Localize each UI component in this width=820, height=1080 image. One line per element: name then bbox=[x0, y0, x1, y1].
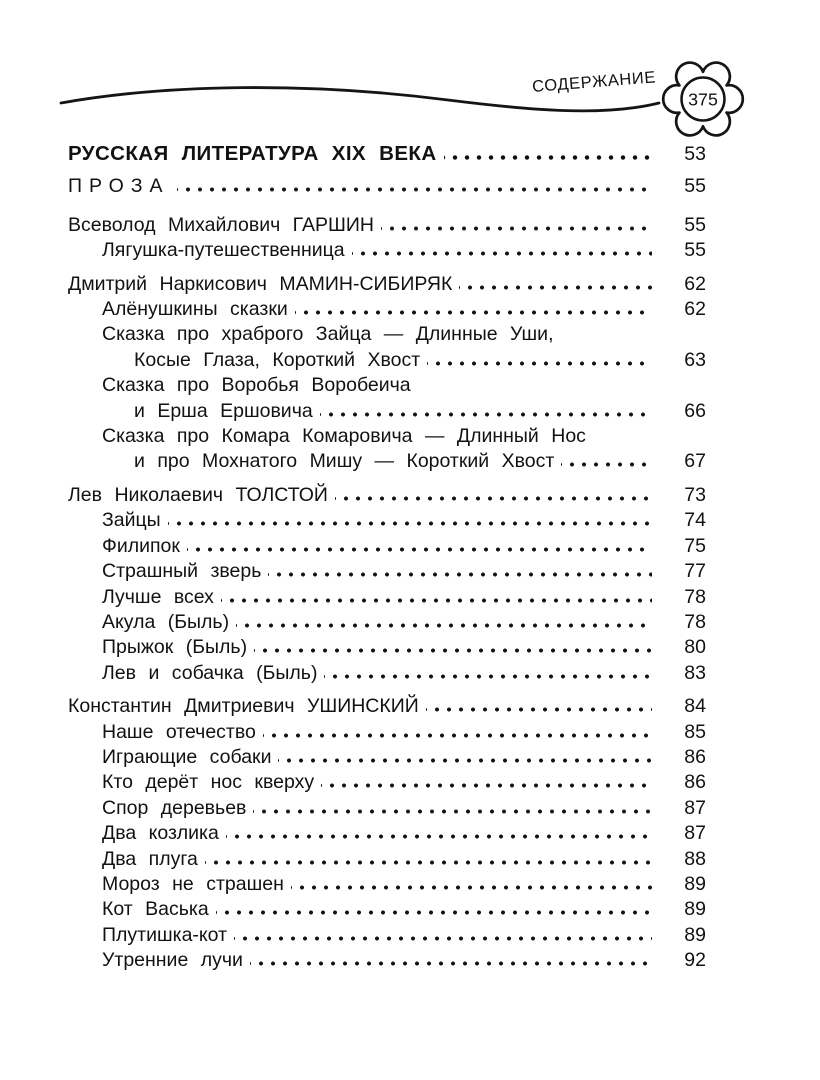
toc-page-ref: 80 bbox=[684, 636, 706, 659]
toc-entry-text: Страшный зверь bbox=[102, 560, 262, 583]
dot-leader bbox=[253, 809, 652, 814]
dot-leader bbox=[444, 155, 652, 160]
toc-entry-text: и про Мохнатого Мишу — Короткий Хвост bbox=[134, 450, 555, 473]
toc-entry-text: Плутишка-кот bbox=[102, 923, 228, 946]
toc-entry bbox=[68, 174, 706, 199]
toc-page-ref: 83 bbox=[684, 661, 706, 684]
toc-entry-text: Мороз не страшен bbox=[102, 872, 284, 895]
toc-page-ref: 88 bbox=[684, 847, 706, 870]
toc-entry bbox=[68, 610, 706, 635]
toc-page-ref: 78 bbox=[684, 585, 706, 608]
toc-entry-text: Филипок bbox=[102, 534, 180, 557]
toc-entry-text: Два козлика bbox=[102, 822, 219, 845]
page-number-flower-badge bbox=[658, 55, 748, 143]
dot-leader bbox=[205, 860, 652, 865]
toc-entry bbox=[68, 923, 706, 948]
dot-leader bbox=[254, 648, 652, 653]
toc-page-ref: 87 bbox=[684, 796, 706, 819]
dot-leader bbox=[263, 733, 652, 738]
toc-entry bbox=[68, 770, 706, 795]
dot-leader bbox=[459, 285, 652, 290]
toc-page-ref: 89 bbox=[684, 872, 706, 895]
dot-leader bbox=[216, 910, 652, 915]
page-number: 375 bbox=[688, 89, 718, 110]
toc-entry-text: Алёнушкины сказки bbox=[102, 298, 288, 321]
toc-page-ref: 62 bbox=[684, 298, 706, 321]
dot-leader bbox=[335, 496, 652, 501]
dot-leader bbox=[291, 885, 652, 890]
toc-entry bbox=[68, 872, 706, 897]
toc-entry bbox=[68, 847, 706, 872]
toc-page-ref: 66 bbox=[684, 399, 706, 422]
dot-leader bbox=[561, 462, 652, 467]
dot-leader bbox=[226, 834, 652, 839]
running-header-contents-label: СОДЕРЖАНИЕ bbox=[531, 68, 657, 97]
toc-entry bbox=[68, 373, 706, 424]
toc-page-ref: 85 bbox=[684, 720, 706, 743]
dot-leader bbox=[324, 674, 652, 679]
toc-page-ref: 92 bbox=[684, 949, 706, 972]
dot-leader bbox=[187, 547, 652, 552]
dot-leader bbox=[381, 226, 652, 231]
toc-entry-text: Всеволод Михайлович ГАРШИН bbox=[68, 213, 374, 236]
toc-page-ref: 55 bbox=[684, 213, 706, 236]
toc-entry bbox=[68, 483, 706, 508]
toc-entry-text: Лев Николаевич ТОЛСТОЙ bbox=[68, 483, 328, 506]
toc-entry-text: РУССКАЯ ЛИТЕРАТУРА XIX ВЕКА bbox=[68, 142, 437, 165]
dot-leader bbox=[250, 961, 652, 966]
toc-entry bbox=[68, 897, 706, 922]
dot-leader bbox=[268, 572, 652, 577]
toc-entry bbox=[68, 424, 706, 475]
toc-entry-continuation bbox=[68, 399, 706, 424]
toc-entry-text: Лев и собачка (Быль) bbox=[102, 661, 318, 684]
toc-page-ref: 75 bbox=[684, 534, 706, 557]
toc-entry bbox=[68, 635, 706, 660]
toc-page-ref: 55 bbox=[684, 175, 706, 198]
dot-leader bbox=[321, 783, 652, 788]
toc-entry-text: Прыжок (Быль) bbox=[102, 636, 248, 659]
toc-page-ref: 62 bbox=[684, 272, 706, 295]
toc-page-ref: 78 bbox=[684, 610, 706, 633]
toc-entry bbox=[68, 559, 706, 584]
toc-entry-text: Дмитрий Наркисович МАМИН-СИБИРЯК bbox=[68, 272, 453, 295]
toc-entry bbox=[68, 272, 706, 297]
dot-leader bbox=[177, 187, 652, 192]
toc-entry bbox=[68, 238, 706, 263]
toc-entry-text: Акула (Быль) bbox=[102, 610, 230, 633]
toc-entry bbox=[68, 694, 706, 719]
toc-entry bbox=[68, 141, 706, 167]
dot-leader bbox=[320, 412, 652, 417]
toc-entry bbox=[68, 322, 706, 373]
toc-page-ref: 77 bbox=[684, 560, 706, 583]
toc-entry-text: Сказка про храброго Зайца — Длинные Уши, bbox=[102, 323, 554, 346]
toc-page-ref: 87 bbox=[684, 822, 706, 845]
toc-page-ref: 74 bbox=[684, 509, 706, 532]
toc-entry bbox=[68, 796, 706, 821]
toc-entry bbox=[68, 720, 706, 745]
toc-entry-text: Спор деревьев bbox=[102, 796, 247, 819]
toc-entry-text: Косые Глаза, Короткий Хвост bbox=[134, 348, 421, 371]
toc-page-ref: 63 bbox=[684, 348, 706, 371]
dot-leader bbox=[427, 361, 652, 366]
toc-page-ref: 67 bbox=[684, 450, 706, 473]
toc-entry-text: Константин Дмитриевич УШИНСКИЙ bbox=[68, 695, 419, 718]
toc-page-ref: 55 bbox=[684, 239, 706, 262]
toc-entry-text: Сказка про Комара Комаровича — Длинный Нос bbox=[102, 425, 586, 448]
toc-entry-text: Лучше всех bbox=[102, 585, 214, 608]
toc-entry-text: Сказка про Воробья Воробеича bbox=[102, 374, 411, 397]
toc-entry bbox=[68, 534, 706, 559]
toc-entry-text: Кот Васька bbox=[102, 898, 209, 921]
toc-page-ref: 86 bbox=[684, 745, 706, 768]
toc-entry-text: Утренние лучи bbox=[102, 949, 243, 972]
toc-page-ref: 89 bbox=[684, 898, 706, 921]
toc-entry bbox=[68, 297, 706, 322]
toc-page-ref: 53 bbox=[684, 143, 706, 165]
dot-leader bbox=[168, 521, 652, 526]
toc-entry-text: Наше отечество bbox=[102, 720, 256, 743]
dot-leader bbox=[236, 623, 652, 628]
dot-leader bbox=[221, 598, 652, 603]
dot-leader bbox=[352, 251, 652, 256]
toc-entry-text: Два плуга bbox=[102, 847, 198, 870]
toc-entry bbox=[68, 745, 706, 770]
toc-entry-continuation bbox=[68, 449, 706, 474]
toc-entry-text: Играющие собаки bbox=[102, 745, 272, 768]
toc-entry bbox=[68, 585, 706, 610]
toc-entry-text: Лягушка-путешественница bbox=[102, 239, 345, 262]
toc-entry bbox=[68, 948, 706, 973]
dot-leader bbox=[278, 758, 652, 763]
toc-entry-text: ПРОЗА bbox=[68, 175, 170, 198]
toc-entry-continuation bbox=[68, 348, 706, 373]
toc-page-ref: 84 bbox=[684, 695, 706, 718]
table-of-contents bbox=[68, 141, 706, 974]
toc-entry-text: и Ерша Ершовича bbox=[134, 399, 313, 422]
toc-page-ref: 86 bbox=[684, 771, 706, 794]
toc-entry bbox=[68, 821, 706, 846]
toc-page-ref: 89 bbox=[684, 923, 706, 946]
toc-entry bbox=[68, 508, 706, 533]
toc-page-ref: 73 bbox=[684, 483, 706, 506]
dot-leader bbox=[426, 707, 652, 712]
toc-entry bbox=[68, 213, 706, 238]
dot-leader bbox=[234, 936, 652, 941]
toc-entry-text: Зайцы bbox=[102, 509, 161, 532]
toc-entry bbox=[68, 661, 706, 686]
dot-leader bbox=[295, 310, 652, 315]
toc-entry-text: Кто дерёт нос кверху bbox=[102, 771, 315, 794]
